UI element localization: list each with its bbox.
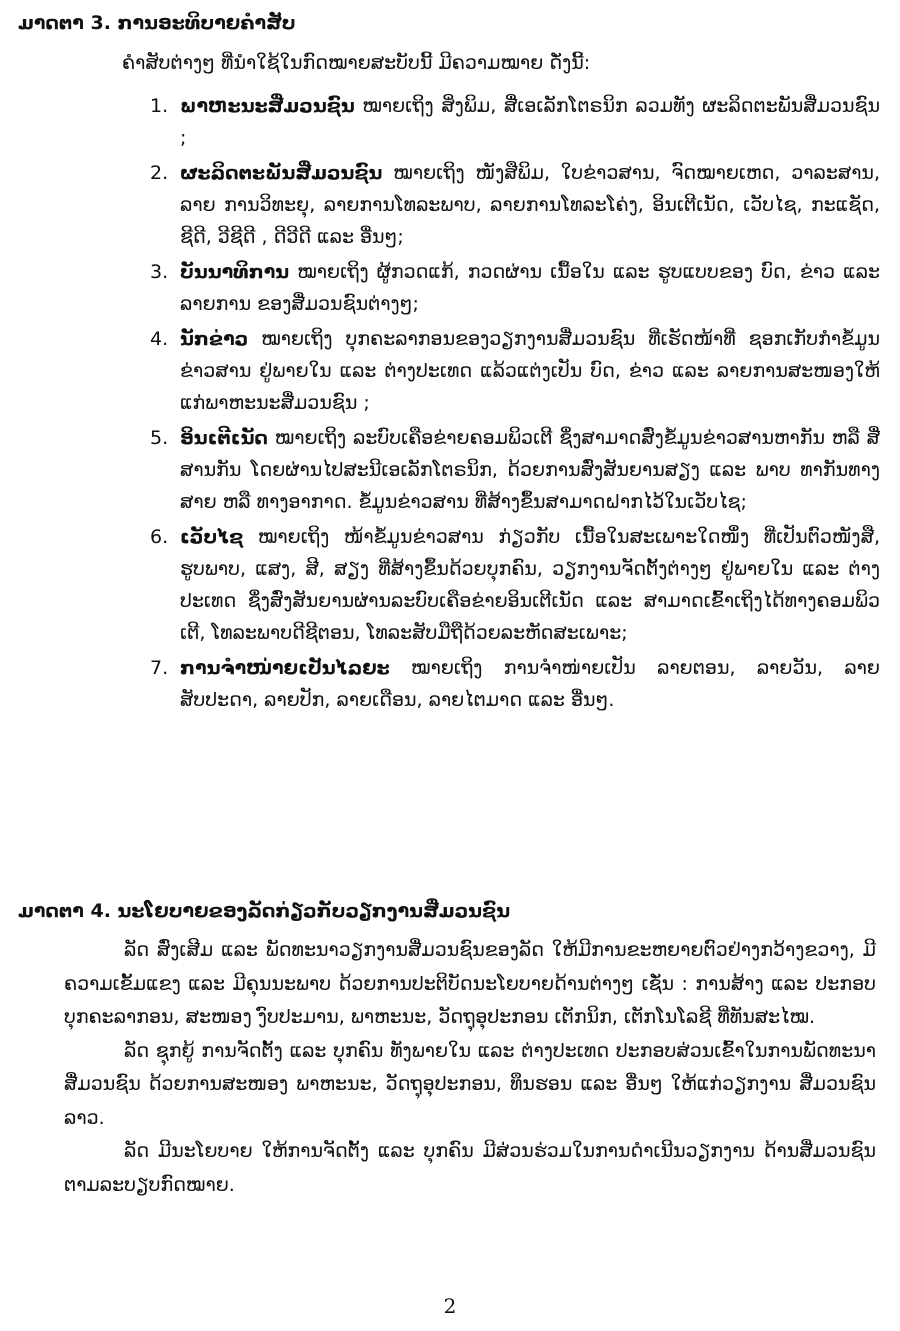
item-number: 7. (150, 657, 169, 679)
item-number: 6. (150, 526, 169, 548)
page-number: 2 (443, 1294, 457, 1318)
definition-item (150, 256, 880, 320)
paragraph: ລັດ ມີນະໂຍບາຍ ໃຫ້ການຈັດຕັ້ງ ແລະ ບຸກຄົນ ມີສ່ວນຮ່ວມໃນການດໍາເນີນວຽກງານ ດ້ານສື່ມວນຊົນ ຕາມລະບຽບກົດໝາຍ. (64, 1140, 876, 1196)
definition-text: ໝາຍເຖິງ ການຈໍາໜ່າຍເປັນ ລາຍຕອນ, ລາຍວັນ, ລາຍສັບປະດາ, ລາຍປັກ, ລາຍເດືອນ, ລາຍໄຕມາດ ແລະ ອື່ນໆ. (180, 657, 880, 711)
definition-term: ນັກຂ່າວ (180, 328, 249, 350)
definition-text: ໝາຍເຖິງ ສິ່ງພິມ, ສື່ເອເລັກໂຕຣນິກ ລວມທັງ ຜະລິດຕະພັນສື່ມວນຊົນ ; (180, 95, 880, 149)
definition-text: ໝາຍເຖິງ ລະບົບເຄືອຂ່າຍຄອມພິວເຕີ ຊຶ່ງສາມາດສົ່ງຂໍ້ມູນຂ່າວສານຫາກັນ ຫລື ສື່ສານກັນ ໂດຍຜ່ານໄປສະນີເອເລັກໂຕຣນິກ, ດ້ວຍການສົ່ງສັນຍານສຽງ ແລະ ພາບ ທາກັນທາງສາຍ ຫລື ທາງອາກາດ. ຂໍ້ມູນຂ່າວສານ ທີ່ສ້າງຂຶ້ນສາມາດຝາກໄວ້ໃນເວັບໄຊ; (180, 427, 880, 513)
definition-text: ໝາຍເຖິງ ໜັງສືພິມ, ໃບຂ່າວສານ, ຈົດໝາຍເຫດ, ວາລະສານ, ລາຍ ການວິທະຍຸ, ລາຍການໂທລະພາບ, ລາຍການໂທລະໂຄ່ງ, ອິນເຕີເນັດ, ເວັບໄຊ, ກະແຊັດ, ຊີດີ, ວີຊີດີ , ດີວີດີ ແລະ ອື່ນໆ; (180, 162, 880, 248)
article-3-intro: ຄໍາສັບຕ່າງໆ ທີ່ນໍາໃຊ້ໃນກົດໝາຍສະບັບນີ້ ມີຄວາມໝາຍ ດັ່ງນີ້: (122, 52, 591, 74)
article-4-body (64, 934, 876, 1202)
paragraph: ລັດ ຊຸກຍູ້ ການຈັດຕັ້ງ ແລະ ບຸກຄົນ ທັງພາຍໃນ ແລະ ຕ່າງປະເທດ ປະກອບສ່ວນເຂົ້າໃນການພັດທະນາ ສື່ມວນຊົນ ດ້ວຍການສະໜອງ ພາຫະນະ, ວັດຖຸອຸປະກອນ, ທຶນຮອນ ແລະ ອື່ນໆ ໃຫ້ແກ່ວຽກງານ ສື່ມວນຊົນລາວ. (64, 1039, 876, 1129)
definitions-list (150, 90, 880, 719)
paragraph: ລັດ ສົ່ງເສີມ ແລະ ພັດທະນາວຽກງານສື່ມວນຊົນຂອງລັດ ໃຫ້ມີການຂະຫຍາຍຕົວຢ່າງກວ້າງຂວາງ, ມີຄວາມເຂັ້ມແຂງ ແລະ ມີຄຸນນະພາບ ດ້ວຍການປະຕິບັດນະໂຍບາຍດ້ານຕ່າງໆ ເຊັ່ນ : ການສ້າງ ແລະ ປະກອບບຸກຄະລາກອນ, ສະໜອງ ງົບປະມານ, ພາຫະນະ, ວັດຖຸອຸປະກອນ ເຕັກນິກ, ເຕັກໂນໂລຊີ ທີ່ທັນສະໄໝ. (64, 939, 876, 1028)
item-number: 1. (150, 95, 169, 117)
definition-term: ບັນນາທິການ (180, 261, 290, 283)
definition-item (150, 90, 880, 154)
definition-item (150, 652, 880, 716)
article-4-heading: ມາດຕາ 4. ນະໂຍບາຍຂອງລັດກ່ຽວກັບວຽກງານສື່ມວນຊົນ (18, 900, 511, 922)
article-3-heading: ມາດຕາ 3. ການອະທິບາຍຄໍາສັບ (18, 12, 296, 34)
definition-text: ໝາຍເຖິງ ໜ້າຂໍ້ມູນຂ່າວສານ ກ່ຽວກັບ ເນື້ອໃນສະເພາະໃດໜຶ່ງ ທີ່ເປັນຕົວໜັງສື, ຮູບພາບ, ແສງ, ສີ, ສຽງ ທີ່ສ້າງຂຶ້ນດ້ວຍບຸກຄົນ, ວຽກງານຈັດຕັ້ງຕ່າງໆ ຢູ່ພາຍໃນ ແລະ ຕ່າງປະເທດ ຊຶ່ງສົ່ງສັນຍານຜ່ານລະບົບເຄືອຂ່າຍອິນເຕີເນັດ ແລະ ສາມາດເຂົ້າເຖິງໄດ້ທາງຄອມພິວເຕີ, ໂທລະພາບດີຊີຕອນ, ໂທລະສັບມືຖືດ້ວຍລະຫັດສະເພາະ; (180, 526, 880, 644)
definition-term: ຜະລິດຕະພັນສື່ມວນຊົນ (180, 162, 383, 184)
item-number: 4. (150, 328, 169, 350)
definition-term: ອິນເຕີເນັດ (180, 427, 268, 449)
definition-item (150, 157, 880, 253)
item-number: 3. (150, 261, 169, 283)
definition-text: ໝາຍເຖິງ ບຸກຄະລາກອນຂອງວຽກງານສື່ມວນຊົນ ທີ່ເຮັດໜ້າທີ່ ຊອກເກັບກໍາຂໍ້ມູນຂ່າວສານ ຢູ່ພາຍໃນ ແລະ ຕ່າງປະເທດ ແລ້ວແຕ່ງເປັນ ບົດ, ຂ່າວ ແລະ ລາຍການສະໜອງໃຫ້ແກ່ພາຫະນະສື່ມວນຊົນ ; (180, 328, 880, 414)
definition-item (150, 521, 880, 649)
definition-item (150, 422, 880, 518)
definition-term: ພາຫະນະສື່ມວນຊົນ (180, 95, 355, 117)
definition-item (150, 323, 880, 419)
definition-term: ເວັບໄຊ (180, 526, 244, 548)
item-number: 5. (150, 427, 169, 449)
item-number: 2. (150, 162, 169, 184)
definition-term: ການຈໍາໜ່າຍເປັນໄລຍະ (180, 657, 390, 679)
definition-text: ໝາຍເຖິງ ຜູ້ກວດແກ້, ກວດຜ່ານ ເນື້ອໃນ ແລະ ຮູບແບບຂອງ ບົດ, ຂ່າວ ແລະ ລາຍການ ຂອງສື່ມວນຊົນຕ່າງໆ; (180, 261, 880, 315)
